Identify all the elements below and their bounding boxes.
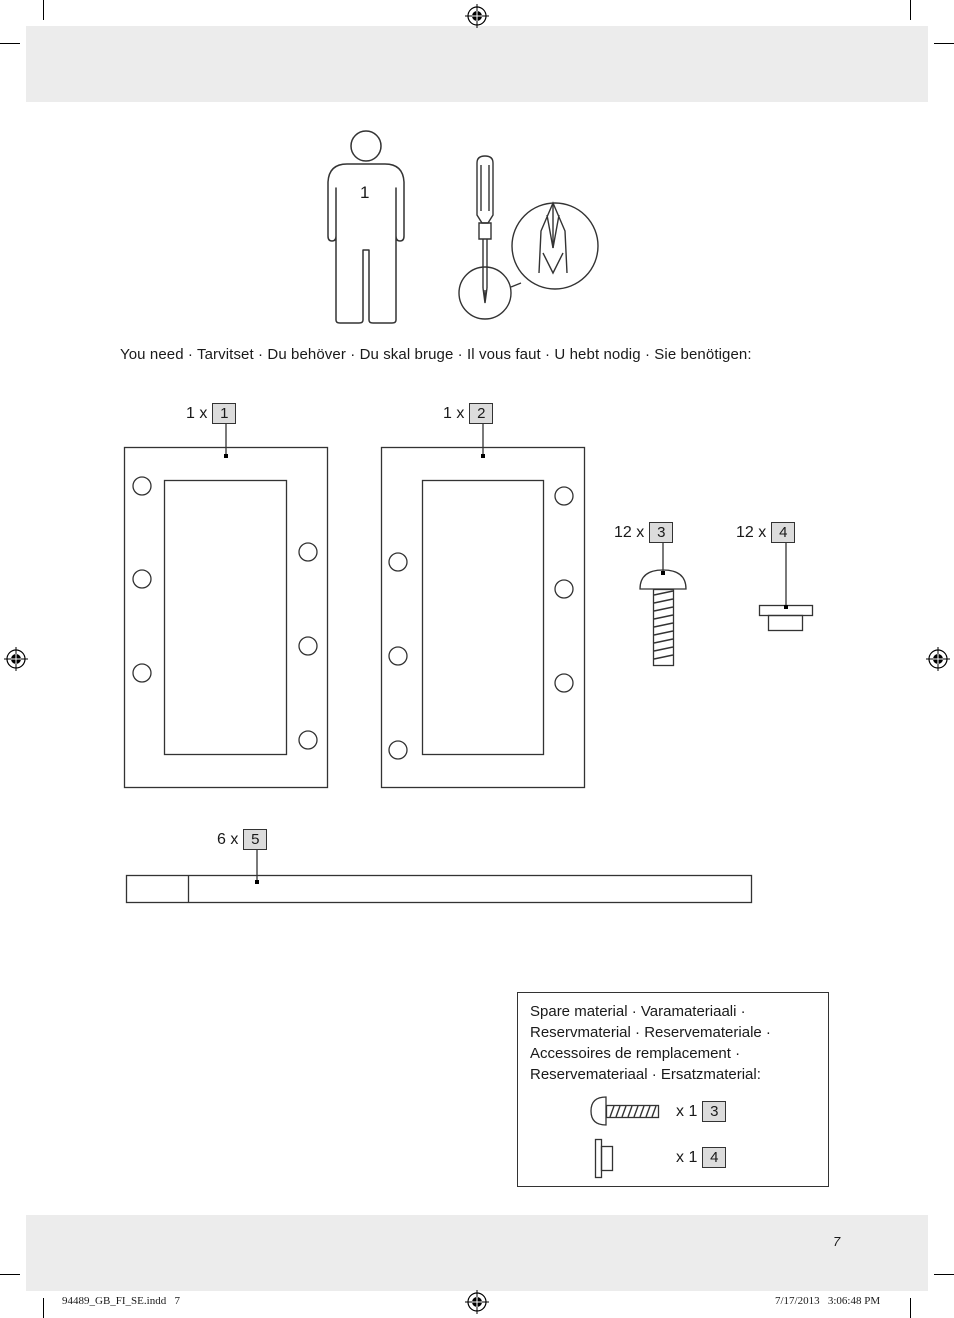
part-3-quantity: 12 x [614, 523, 645, 541]
part-4-label [736, 522, 795, 543]
spare-item-4-number: 4 [702, 1147, 726, 1168]
slug-timestamp: 7/17/2013 3:06:48 PM [775, 1295, 881, 1307]
cover-cap-icon [756, 543, 816, 633]
spare-item-3-number: 3 [702, 1101, 726, 1122]
person-icon [325, 128, 409, 326]
part-1-label [186, 403, 236, 424]
spare-line: Reservmaterial · Reservemateriale · [530, 1024, 771, 1041]
part-1-number: 1 [212, 403, 236, 424]
spare-line: Accessoires de remplacement · [530, 1045, 741, 1062]
spare-line: Reservemateriaal · Ersatzmaterial: [530, 1066, 761, 1083]
part-4-number: 4 [771, 522, 795, 543]
registration-mark-icon [926, 647, 950, 671]
registration-mark-icon [465, 4, 489, 28]
part-4-quantity: 12 x [736, 523, 767, 541]
part-2-label [443, 403, 493, 424]
spare-item-4-quantity: x 1 [676, 1148, 698, 1166]
registration-mark-icon [4, 647, 28, 671]
part-3-number: 3 [649, 522, 673, 543]
frame-panel-part-2 [377, 424, 589, 792]
footer-band [26, 1215, 928, 1291]
spare-item-3-quantity: x 1 [676, 1102, 698, 1120]
spare-material-box [517, 992, 829, 1187]
part-5-number: 5 [243, 829, 267, 850]
screw-icon [636, 543, 690, 671]
spare-cap-icon [594, 1138, 616, 1180]
registration-mark-icon [465, 1290, 489, 1314]
part-3-label [614, 522, 673, 543]
spare-line: Spare material · Varamateriaali · [530, 1003, 746, 1020]
part-5-quantity: 6 x [217, 830, 239, 848]
part-2-quantity: 1 x [443, 404, 465, 422]
frame-panel-part-1 [120, 424, 332, 792]
spare-item-3 [676, 1101, 726, 1122]
spare-screw-icon [588, 1095, 664, 1127]
slug-file-name: 94489_GB_FI_SE.indd 7 [62, 1295, 180, 1307]
part-2-number: 2 [469, 403, 493, 424]
rail-part-5 [124, 850, 756, 906]
person-count: 1 [360, 183, 370, 202]
phillips-screwdriver-icon [455, 153, 603, 323]
page-number: 7 [833, 1234, 841, 1249]
you-need-heading: You need · Tarvitset · Du behöver · Du skal bruge · Il vous faut · U hebt nodig · Sie benötigen: [120, 346, 752, 363]
spare-material-text [530, 1001, 820, 1085]
part-1-quantity: 1 x [186, 404, 208, 422]
part-5-label [217, 829, 267, 850]
spare-item-4 [676, 1147, 726, 1168]
header-band [26, 26, 928, 102]
